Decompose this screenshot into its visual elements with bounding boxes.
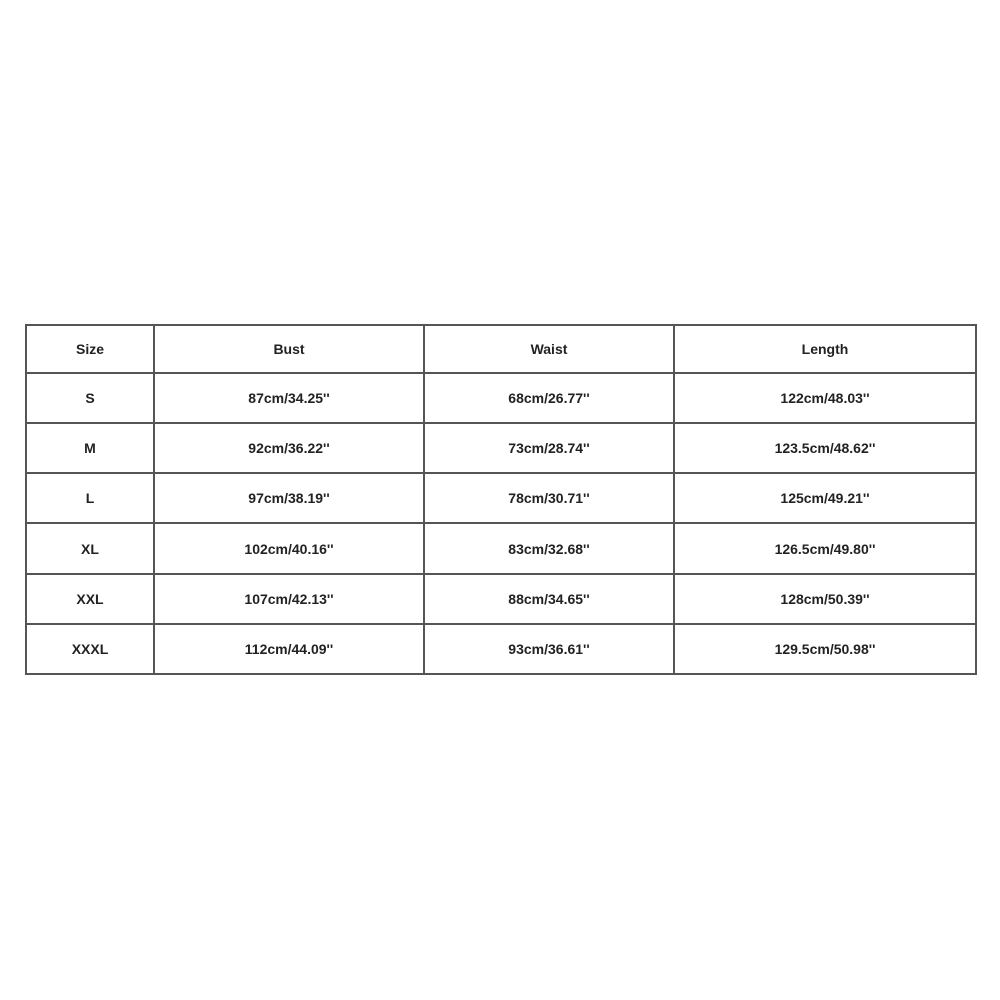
bust-cell: 102cm/40.16'' [154,523,424,573]
size-cell: XL [26,523,154,573]
length-cell: 125cm/49.21'' [674,473,976,523]
bust-cell: 92cm/36.22'' [154,423,424,473]
bust-cell: 112cm/44.09'' [154,624,424,674]
size-cell: L [26,473,154,523]
column-header-length: Length [674,325,976,373]
header-row [26,325,976,373]
table-row [26,373,976,423]
waist-cell: 93cm/36.61'' [424,624,674,674]
waist-cell: 73cm/28.74'' [424,423,674,473]
waist-cell: 88cm/34.65'' [424,574,674,624]
size-cell: M [26,423,154,473]
size-cell: XXL [26,574,154,624]
table-row [26,574,976,624]
size-chart-table [25,324,977,675]
length-cell: 122cm/48.03'' [674,373,976,423]
bust-cell: 97cm/38.19'' [154,473,424,523]
table-row [26,523,976,573]
column-header-size: Size [26,325,154,373]
length-cell: 129.5cm/50.98'' [674,624,976,674]
column-header-bust: Bust [154,325,424,373]
waist-cell: 68cm/26.77'' [424,373,674,423]
column-header-waist: Waist [424,325,674,373]
length-cell: 126.5cm/49.80'' [674,523,976,573]
length-cell: 128cm/50.39'' [674,574,976,624]
waist-cell: 78cm/30.71'' [424,473,674,523]
table-row [26,624,976,674]
bust-cell: 107cm/42.13'' [154,574,424,624]
waist-cell: 83cm/32.68'' [424,523,674,573]
length-cell: 123.5cm/48.62'' [674,423,976,473]
size-cell: XXXL [26,624,154,674]
table-row [26,473,976,523]
table-row [26,423,976,473]
size-cell: S [26,373,154,423]
bust-cell: 87cm/34.25'' [154,373,424,423]
